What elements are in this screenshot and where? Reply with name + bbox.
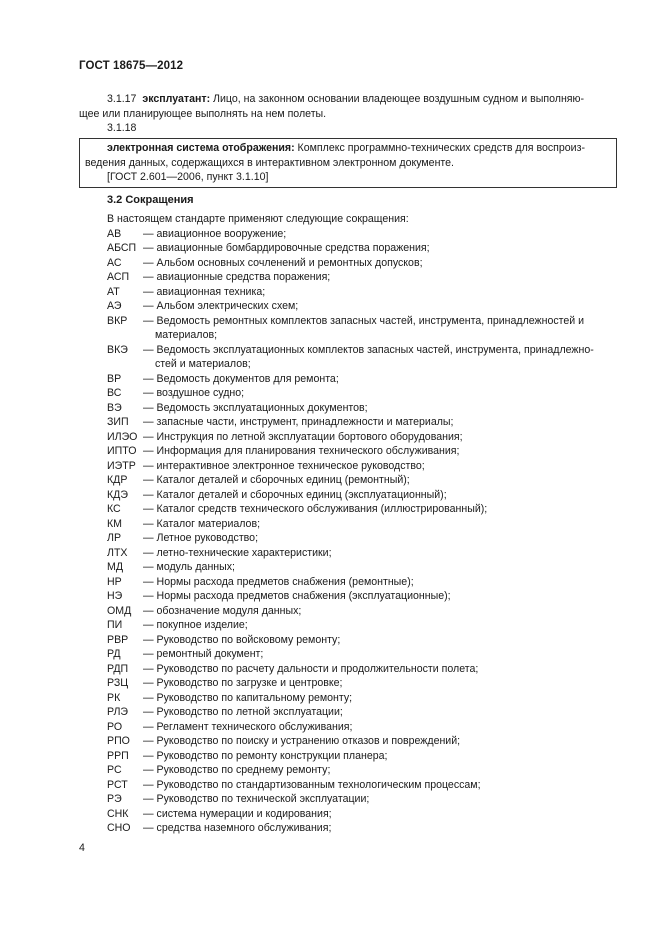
abbreviation-value: [143, 299, 614, 314]
clause-3-1-18-number: 3.1.18: [107, 122, 137, 134]
abbreviation-value: [143, 575, 614, 590]
abbreviation-row: [107, 676, 614, 691]
clause-term: эксплуатант:: [142, 93, 211, 105]
section-title: 3.2 Сокращения: [107, 194, 194, 206]
abbreviation-value: [143, 604, 614, 619]
abbreviation-value: [143, 734, 614, 749]
abbreviation-value: [143, 502, 614, 517]
abbreviation-text: — Летное руководство;: [143, 532, 259, 544]
abbreviation-row: [107, 546, 614, 561]
abbreviation-key: НР: [107, 575, 122, 588]
abbreviation-key: ИПТО: [107, 445, 137, 457]
abbreviation-text: — воздушное судно;: [143, 387, 245, 399]
abbreviation-row: [107, 299, 614, 314]
abbreviation-value: [143, 459, 614, 474]
abbreviation-key: РСТ: [107, 778, 128, 791]
definition-line2: ведения данных, содержащихся в интерактивном электронном документе.: [85, 156, 454, 169]
abbreviation-text: — авиационные бомбардировочные средства поражения;: [143, 242, 430, 254]
abbreviation-key: РДП: [107, 662, 129, 675]
abbreviation-row: [107, 401, 614, 416]
abbreviation-value: [143, 778, 614, 793]
abbreviation-row: [107, 734, 614, 749]
abbreviation-key: ЗИП: [107, 416, 129, 428]
abbreviation-text: — средства наземного обслуживания;: [143, 822, 332, 834]
abbreviation-row: [107, 517, 614, 532]
abbreviation-key: ВЭ: [107, 401, 122, 414]
abbreviation-text: — Альбом основных сочленений и ремонтных допусков;: [143, 256, 423, 269]
abbreviation-row: [107, 372, 614, 387]
abbreviation-text: — Руководство по ремонту конструкции планера;: [143, 749, 388, 762]
abbreviation-text: — модуль данных;: [143, 561, 235, 573]
abbreviation-key: МД: [107, 561, 123, 573]
abbreviation-text: — Ведомость эксплуатационных комплектов запасных частей, инструмента, принадлежно-: [143, 343, 594, 356]
abbreviation-text: — Нормы расхода предметов снабжения (ремонтные);: [143, 575, 414, 588]
abbreviation-row: [107, 488, 614, 503]
abbreviation-key: КДР: [107, 474, 128, 486]
abbreviation-text: — Руководство по капитальному ремонту;: [143, 691, 353, 704]
abbreviation-row: [107, 386, 614, 401]
abbreviation-key: ЛР: [107, 532, 122, 544]
clause-text: Лицо, на законном основании владеющее воздушным судном и выполняю-: [210, 93, 584, 105]
abbreviation-key: РПО: [107, 735, 130, 747]
abbreviation-value: [143, 763, 614, 778]
abbreviation-row: [107, 575, 614, 590]
abbreviation-value: [143, 256, 614, 271]
definition-box: [79, 138, 617, 188]
clause-3-1-17-line2: щее или планирующее выполнять на нем полеты.: [79, 107, 327, 120]
standard-header: ГОСТ 18675—2012: [79, 60, 184, 72]
abbreviation-key: ЛТХ: [107, 546, 128, 559]
abbreviation-text: — Каталог материалов;: [143, 517, 261, 530]
abbreviation-value: [143, 444, 614, 459]
abbreviation-value: [143, 227, 614, 242]
abbreviation-value: [143, 807, 614, 822]
abbreviation-row: [107, 604, 614, 619]
abbreviation-key: КС: [107, 503, 121, 515]
abbreviation-row: [107, 618, 614, 633]
abbreviation-text: — Руководство по среднему ремонту;: [143, 764, 331, 776]
abbreviation-value: [143, 430, 614, 445]
abbreviation-row: [107, 589, 614, 604]
abbreviation-row: [107, 705, 614, 720]
abbreviation-value: [143, 662, 614, 677]
abbreviation-value: [143, 691, 614, 706]
abbreviation-key: РЛЭ: [107, 706, 129, 718]
abbreviation-row: [107, 241, 614, 256]
abbreviation-row: [107, 256, 614, 271]
abbreviation-key: АС: [107, 256, 122, 269]
abbreviation-row: [107, 560, 614, 575]
abbreviation-row: [107, 807, 614, 822]
abbreviation-text: — Ведомость эксплуатационных документов;: [143, 401, 368, 414]
abbreviation-value: [143, 488, 614, 503]
abbreviation-key: СНО: [107, 822, 131, 834]
abbreviation-text: — Информация для планирования технического обслуживания;: [143, 445, 460, 457]
abbreviation-text: — Каталог деталей и сборочных единиц (ремонтный);: [143, 474, 410, 486]
abbreviation-row: [107, 314, 614, 343]
abbreviation-row: [107, 821, 614, 836]
abbreviation-row: [107, 633, 614, 648]
abbreviation-text: — Регламент технического обслуживания;: [143, 720, 353, 733]
abbreviation-row: [107, 473, 614, 488]
abbreviation-key: ИЭТР: [107, 459, 136, 472]
abbreviation-text: — Руководство по технической эксплуатации;: [143, 793, 370, 805]
abbreviation-text: — интерактивное электронное техническое руководство;: [143, 459, 425, 472]
abbreviation-row: [107, 531, 614, 546]
abbreviation-text: — авиационное вооружение;: [143, 227, 287, 240]
clause-number: 3.1.17: [107, 93, 137, 105]
abbreviation-text: — Инструкция по летной эксплуатации бортового оборудования;: [143, 430, 463, 443]
abbreviation-text: — Руководство по войсковому ремонту;: [143, 633, 341, 646]
definition-text: Комплекс программно-технических средств для воспроиз-: [294, 142, 585, 154]
abbreviation-text: — Каталог деталей и сборочных единиц (эксплуатационный);: [143, 488, 447, 501]
abbreviation-text: — авиационная техника;: [143, 285, 266, 298]
abbreviation-text: — обозначение модуля данных;: [143, 604, 302, 617]
abbreviation-text: — Руководство по летной эксплуатации;: [143, 706, 343, 718]
abbreviation-key: РС: [107, 764, 122, 776]
abbreviation-text: — система нумерации и кодирования;: [143, 807, 332, 820]
abbreviation-key: ПИ: [107, 619, 123, 631]
abbreviation-key: АТ: [107, 285, 120, 298]
section-intro: В настоящем стандарте применяют следующие сокращения:: [107, 213, 409, 225]
abbreviation-key: КМ: [107, 517, 122, 530]
abbreviation-key: АБСП: [107, 242, 137, 254]
abbreviation-text: — Руководство по загрузке и центровке;: [143, 677, 343, 689]
clause-3-1-17-line1: [79, 92, 614, 107]
abbreviation-text: — Нормы расхода предметов снабжения (эксплуатационные);: [143, 590, 451, 602]
abbreviation-row: [107, 502, 614, 517]
abbreviation-text: — Руководство по поиску и устранению отказов и повреждений;: [143, 735, 461, 747]
abbreviation-key: ВР: [107, 372, 122, 385]
abbreviation-row: [107, 691, 614, 706]
abbreviation-text: — Ведомость документов для ремонта;: [143, 372, 339, 385]
abbreviation-key: СНК: [107, 807, 129, 820]
definition-line1: [85, 141, 616, 156]
abbreviation-value: [143, 473, 614, 488]
abbreviation-key: РО: [107, 720, 123, 733]
abbreviation-text: — запасные части, инструмент, принадлежности и материалы;: [143, 416, 454, 428]
abbreviation-text: — Руководство по стандартизованным технологическим процессам;: [143, 778, 481, 791]
abbreviation-row: [107, 444, 614, 459]
abbreviation-value: [143, 676, 614, 691]
abbreviation-value: [143, 372, 614, 387]
abbreviation-row: [107, 749, 614, 764]
abbreviation-value: [143, 517, 614, 532]
abbreviation-text: — Ведомость ремонтных комплектов запасных частей, инструмента, принадлежностей и: [143, 314, 585, 327]
abbreviation-value: [143, 633, 614, 648]
abbreviation-text: — покупное изделие;: [143, 619, 248, 631]
abbreviation-key: ВКЭ: [107, 343, 128, 356]
abbreviation-row: [107, 285, 614, 300]
abbreviation-value: [143, 386, 614, 401]
abbreviation-key: НЭ: [107, 590, 123, 602]
abbreviation-value: [143, 705, 614, 720]
abbreviation-row: [107, 270, 614, 285]
abbreviation-text: — ремонтный документ;: [143, 648, 264, 660]
abbreviation-value: [143, 343, 614, 372]
abbreviation-key: РРП: [107, 749, 129, 762]
page-number: 4: [79, 842, 85, 854]
abbreviation-key: ВКР: [107, 314, 128, 327]
abbreviation-row: [107, 763, 614, 778]
abbreviation-value: [143, 241, 614, 256]
abbreviation-text-continued: материалов;: [155, 329, 218, 341]
definition-reference: [ГОСТ 2.601—2006, пункт 3.1.10]: [107, 171, 269, 183]
abbreviation-key: АВ: [107, 227, 122, 240]
abbreviation-key: РК: [107, 691, 121, 704]
abbreviation-key: КДЭ: [107, 488, 128, 501]
abbreviation-value: [143, 792, 614, 807]
abbreviation-value: [143, 560, 614, 575]
abbreviation-key: РЗЦ: [107, 677, 129, 689]
abbreviation-value: [143, 618, 614, 633]
abbreviation-text: — авиационные средства поражения;: [143, 271, 331, 283]
abbreviation-row: [107, 720, 614, 735]
abbreviation-value: [143, 589, 614, 604]
abbreviation-value: [143, 647, 614, 662]
abbreviation-row: [107, 778, 614, 793]
abbreviation-value: [143, 546, 614, 561]
abbreviation-value: [143, 314, 614, 343]
abbreviation-value: [143, 285, 614, 300]
abbreviation-text: — Каталог средств технического обслуживания (иллюстрированный);: [143, 503, 488, 515]
abbreviation-key: ИЛЭО: [107, 430, 138, 443]
abbreviation-list: [107, 227, 614, 836]
abbreviation-row: [107, 792, 614, 807]
abbreviation-row: [107, 647, 614, 662]
abbreviation-value: [143, 749, 614, 764]
abbreviation-row: [107, 662, 614, 677]
abbreviation-text-continued: стей и материалов;: [155, 358, 251, 370]
abbreviation-row: [107, 415, 614, 430]
abbreviation-key: РД: [107, 648, 121, 660]
abbreviation-key: АЭ: [107, 300, 122, 312]
abbreviation-value: [143, 720, 614, 735]
abbreviation-row: [107, 459, 614, 474]
abbreviation-key: ВС: [107, 387, 122, 399]
abbreviation-key: ОМД: [107, 604, 132, 617]
abbreviation-text: — летно-технические характеристики;: [143, 546, 332, 559]
abbreviation-value: [143, 531, 614, 546]
abbreviation-row: [107, 227, 614, 242]
abbreviation-row: [107, 430, 614, 445]
abbreviation-key: РЭ: [107, 793, 122, 805]
abbreviation-value: [143, 401, 614, 416]
clause-3-1-17: [79, 92, 614, 121]
abbreviation-value: [143, 821, 614, 836]
abbreviation-value: [143, 415, 614, 430]
abbreviation-value: [143, 270, 614, 285]
abbreviation-key: РВР: [107, 633, 129, 646]
abbreviation-text: — Альбом электрических схем;: [143, 300, 299, 312]
definition-term: электронная система отображения:: [107, 142, 295, 154]
abbreviation-key: АСП: [107, 271, 130, 283]
abbreviation-text: — Руководство по расчету дальности и продолжительности полета;: [143, 662, 479, 675]
abbreviation-row: [107, 343, 614, 372]
